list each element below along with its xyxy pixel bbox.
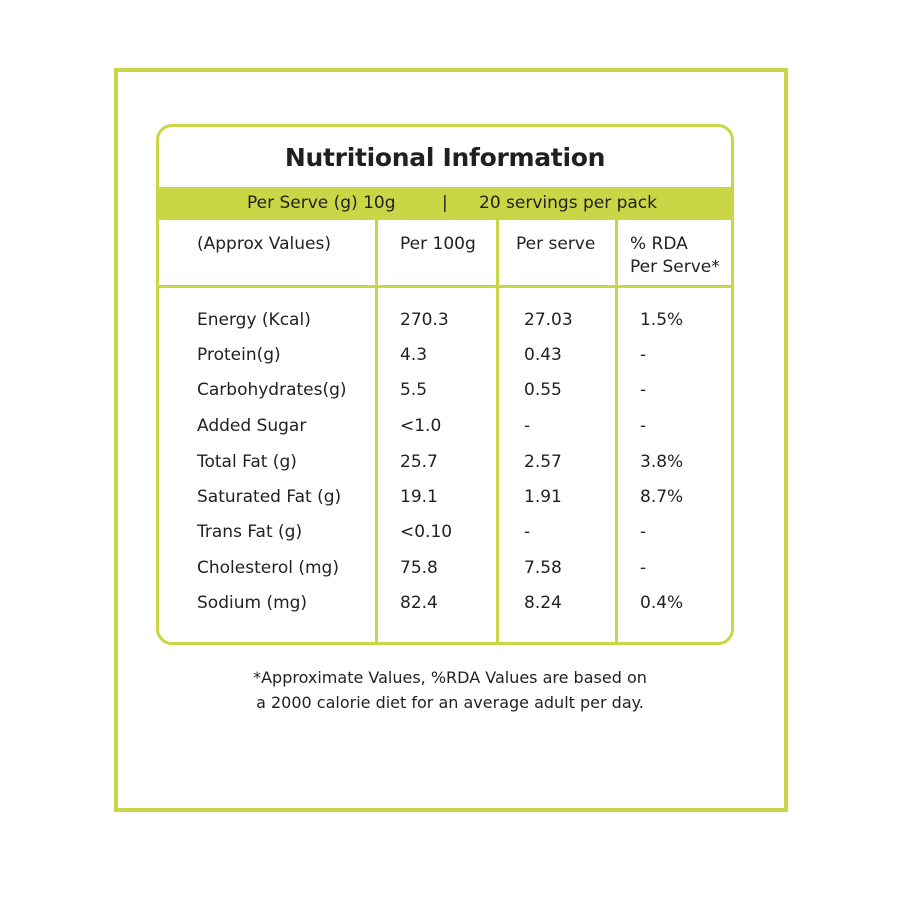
nutrient-row [159, 558, 731, 586]
rda-value: 1.5% [640, 310, 684, 330]
per100-value: 19.1 [400, 487, 438, 507]
rda-value: 8.7% [640, 487, 684, 507]
nutrient-name: Cholesterol (mg) [197, 558, 339, 578]
nutrient-name: Trans Fat (g) [197, 522, 303, 542]
rda-value: - [640, 522, 647, 542]
nutrient-name: Carbohydrates(g) [197, 380, 347, 400]
column-header-rda [630, 233, 720, 279]
nutrient-row [159, 522, 731, 550]
per100-value: 4.3 [400, 345, 428, 365]
perserve-value: 8.24 [524, 593, 562, 613]
footnote [0, 665, 900, 715]
rda-value: 0.4% [640, 593, 684, 613]
column-header-label: (Approx Values) [197, 234, 331, 254]
nutrient-name: Energy (Kcal) [197, 310, 311, 330]
nutrient-name: Sodium (mg) [197, 593, 308, 613]
rda-value: - [640, 416, 647, 436]
per100-value: 75.8 [400, 558, 438, 578]
perserve-value: 1.91 [524, 487, 562, 507]
serving-separator: | [442, 193, 448, 213]
perserve-value: 27.03 [524, 310, 573, 330]
nutrient-name: Saturated Fat (g) [197, 487, 342, 507]
header-divider [159, 285, 731, 288]
nutrient-row [159, 380, 731, 408]
per100-value: <1.0 [400, 416, 442, 436]
perserve-value: 7.58 [524, 558, 562, 578]
serving-size: Per Serve (g) 10g [247, 193, 396, 213]
nutrient-name: Total Fat (g) [197, 452, 297, 472]
perserve-value: - [524, 522, 531, 542]
nutrient-name: Protein(g) [197, 345, 281, 365]
rda-value: - [640, 558, 647, 578]
column-header-perserve: Per serve [516, 234, 596, 254]
rda-value: 3.8% [640, 452, 684, 472]
perserve-value: - [524, 416, 531, 436]
per100-value: 270.3 [400, 310, 449, 330]
serving-band [159, 187, 731, 220]
column-header-rda-line2: Per Serve* [630, 257, 720, 277]
perserve-value: 0.55 [524, 380, 562, 400]
footnote-line: a 2000 calorie diet for an average adult per day. [256, 693, 644, 712]
nutrient-row [159, 452, 731, 480]
rda-value: - [640, 380, 647, 400]
perserve-value: 0.43 [524, 345, 562, 365]
table-title: Nutritional Information [284, 143, 606, 172]
perserve-value: 2.57 [524, 452, 562, 472]
nutrient-row [159, 416, 731, 444]
per100-value: 5.5 [400, 380, 428, 400]
rda-value: - [640, 345, 647, 365]
nutrient-row [159, 593, 731, 621]
column-header-rda-line1: % RDA [630, 234, 688, 254]
nutrient-name: Added Sugar [197, 416, 307, 436]
footnote-line: *Approximate Values, %RDA Values are based on [253, 668, 647, 687]
per100-value: 25.7 [400, 452, 438, 472]
per100-value: 82.4 [400, 593, 438, 613]
nutrient-row [159, 345, 731, 373]
nutrient-row [159, 487, 731, 515]
servings-per-pack: 20 servings per pack [479, 193, 657, 213]
nutrient-row [159, 310, 731, 338]
column-header-per100: Per 100g [400, 234, 476, 254]
per100-value: <0.10 [400, 522, 453, 542]
nutrition-table [156, 124, 734, 645]
